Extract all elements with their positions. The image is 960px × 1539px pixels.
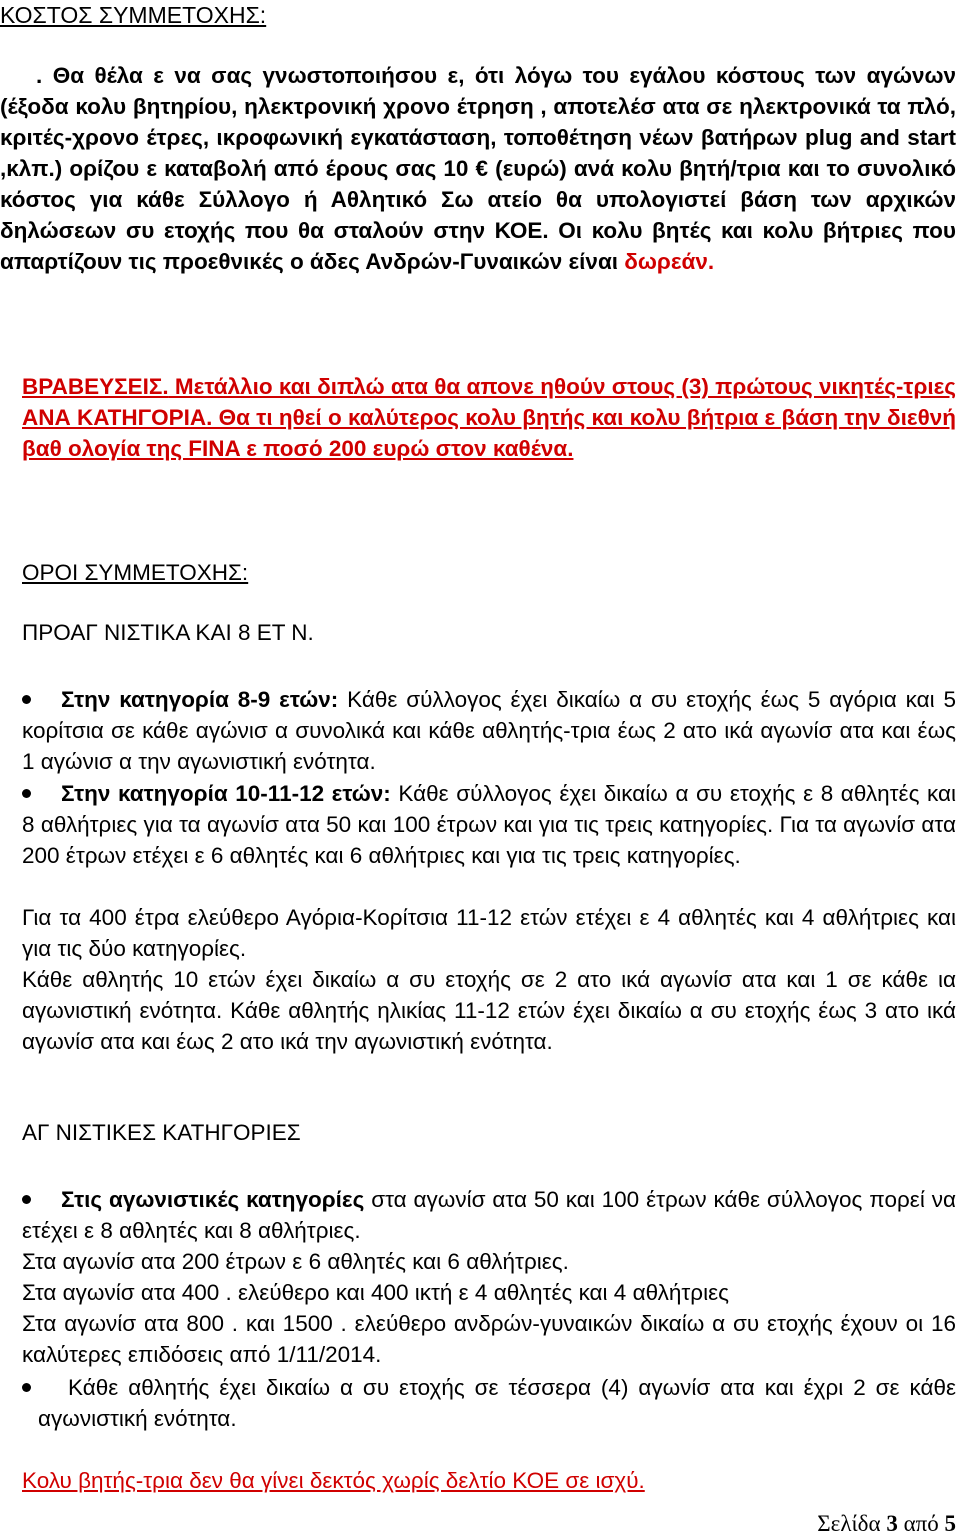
paragraph: Στα αγωνίσ ατα 400 . ελεύθερο και 400 ικτή ε 4 αθλητές και 4 αθλήτριες <box>22 1280 729 1305</box>
footer-prefix: Σελίδα <box>817 1511 887 1536</box>
paragraph: Στα αγωνίσ ατα 800 . και 1500 . ελεύθερο ανδρών-γυναικών δικαίω α συ ετοχής έχουν οι 16 καλύτερες επιδόσεις από 1/11/2014. <box>22 1311 956 1367</box>
page-footer <box>817 1511 956 1537</box>
cost-paragraph <box>0 60 956 277</box>
cost-heading: ΚΟΣΤΟΣ ΣΥΜΜΕΤΟΧΗΣ: <box>0 2 267 28</box>
item-text: Κάθε σύλλογος έχει δικαίω α συ ετοχής ε 8 αθλητές και 8 αθλήτριες για τα αγωνίσ ατα 50 και 100 έτρων και για τις τρεις κατηγορίες. Για τα αγωνίσ ατα 200 έτρων ετέχει ε 6 αθλητές και 6 αθλήτριες και για τις τρεις κατηγορίες. <box>22 781 956 868</box>
footer-total: 5 <box>944 1511 956 1536</box>
footer-middle: από <box>897 1511 945 1536</box>
item-text: Κάθε σύλλογος έχει δικαίω α συ ετοχής έως 5 αγόρια και 5 κορίτσια σε κάθε αγώνισ α συνολικά και κάθε αθλητής-τρια έως 2 ατο ικά αγωνίσ ατα και έως 1 αγώνισ α την αγωνιστική ενότητα. <box>22 687 956 774</box>
free-label: δωρεάν. <box>624 249 715 274</box>
item-text: στα αγωνίσ ατα 50 και 100 έτρων κάθε σύλλογος πορεί να ετέχει ε 8 αθλητές και 8 αθλήτριες. <box>22 1187 956 1243</box>
list-item <box>22 684 956 777</box>
bullet-icon <box>22 695 31 704</box>
pre-heading: ΠΡΟΑΓ ΝΙΣΤΙΚΑ ΚΑΙ 8 ΕΤ Ν. <box>22 620 314 645</box>
list-item <box>22 1372 956 1434</box>
paragraph: Στα αγωνίσ ατα 200 έτρων ε 6 αθλητές και 6 αθλήτριες. <box>22 1249 569 1274</box>
item-bold: Στην κατηγορία 8-9 ετών: <box>61 687 339 712</box>
item-text: Κάθε αθλητής έχει δικαίω α συ ετοχής σε τέσσερα (4) αγωνίσ ατα και έχρι 2 σε κάθε αγωνιστική ενότητα. <box>38 1375 956 1431</box>
item-bold: Στις αγωνιστικές κατηγορίες <box>61 1187 365 1212</box>
bullet-icon <box>22 1195 31 1204</box>
awards-paragraph <box>22 371 956 464</box>
bullet-icon <box>22 1383 31 1392</box>
list-item <box>22 778 956 871</box>
awards-text: Μετάλλιο και διπλώ ατα θα απονε ηθούν στους (3) πρώτους νικητές-τριες ΑΝΑ ΚΑΤΗΓΟΡΙΑ. Θα τι ηθεί ο καλύτερος κολυ βητής και κολυ βήτρια ε βάση την διεθνή βαθ ολογία της FINA ε ποσό 200 ευρώ στον καθένα. <box>22 374 956 461</box>
list-item <box>22 1184 956 1246</box>
cost-paragraph-main: . Θα θέλα ε να σας γνωστοποιήσου ε, ότι λόγω του εγάλου κόστους των αγώνων (έξοδα κολυ βητηρίου, ηλεκτρονική χρονο έτρηση , αποτελέσ ατα σε ηλεκτρονικά τα πλό, κριτές-χρονο έτρες, ικροφωνική εγκατάσταση, τοποθέτηση νέων βατήρων plug and start ,κλπ.) ορίζου ε καταβολή από έρους σας 10 € (ευρώ) ανά κολυ βητή/τρια και το συνολικό κόστος για κάθε Σύλλογο ή Αθλητικό Σω ατείο θα υπολογιστεί βάση των αρχικών δηλώσεων συ ετοχής που θα σταλούν στην ΚΟΕ. Οι κολυ βητές και κολυ βήτριες που απαρτίζουν τις προεθνικές ο άδες Ανδρών-Γυναικών είναι <box>0 63 956 274</box>
paragraph: Κάθε αθλητής 10 ετών έχει δικαίω α συ ετοχής σε 2 ατο ικά αγωνίσ ατα και 1 σε κάθε ια αγωνιστική ενότητα. Κάθε αθλητής ηλικίας 11-12 ετών έχει δικαίω α συ ετοχής έως 3 ατο ικά αγωνίσ ατα και έως 2 ατο ικά την αγωνιστική ενότητα. <box>22 967 956 1054</box>
paragraph: Για τα 400 έτρα ελεύθερο Αγόρια-Κορίτσια 11-12 ετών ετέχει ε 4 αθλητές και 4 αθλήτριες και για τις δύο κατηγορίες. <box>22 905 956 961</box>
item-bold: Στην κατηγορία 10-11-12 ετών: <box>61 781 391 806</box>
comp-heading: ΑΓ ΝΙΣΤΙΚΕΣ ΚΑΤΗΓΟΡΙΕΣ <box>22 1120 301 1145</box>
notice: Κολυ βητής-τρια δεν θα γίνει δεκτός χωρίς δελτίο ΚΟΕ σε ισχύ. <box>22 1468 645 1493</box>
terms-heading: ΟΡΟΙ ΣΥΜΜΕΤΟΧΗΣ: <box>22 560 249 585</box>
bullet-icon <box>22 789 31 798</box>
awards-lead: ΒΡΑΒΕΥΣΕΙΣ. <box>22 374 169 399</box>
footer-page: 3 <box>886 1511 898 1536</box>
